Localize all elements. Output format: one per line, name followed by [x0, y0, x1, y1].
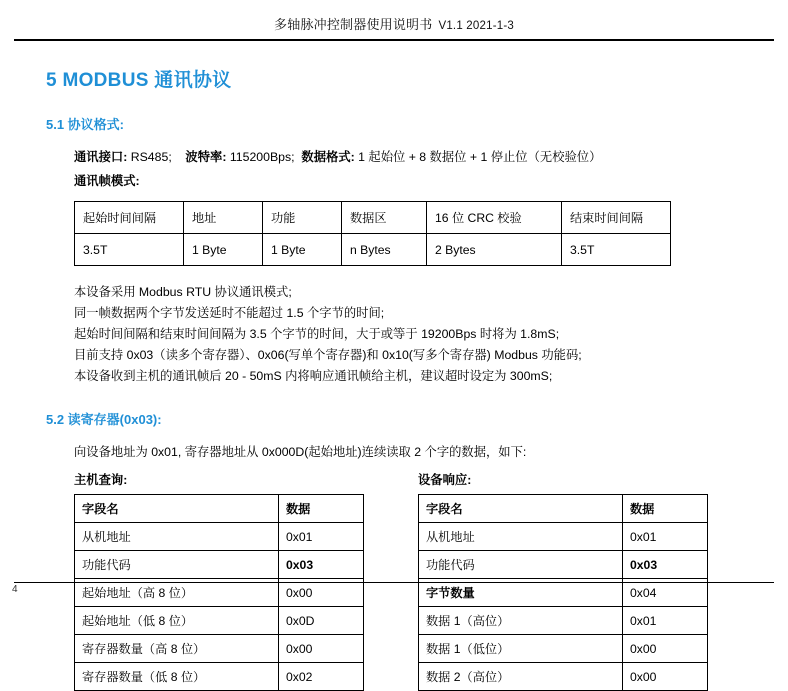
heading-5-1: 5.1 协议格式:: [46, 117, 125, 132]
frame-header-0: 起始时间间隔: [75, 202, 184, 234]
response-field-5: 数据 2（高位）: [419, 663, 623, 691]
query-header-data: 数据: [279, 495, 364, 523]
response-field-2: 字节数量: [419, 579, 623, 607]
query-field-1: 功能代码: [75, 551, 279, 579]
note-line-0: 本设备采用 Modbus RTU 协议通讯模式;: [74, 285, 292, 299]
response-table-caption: 设备响应:: [418, 473, 472, 487]
frame-header-2: 功能: [263, 202, 342, 234]
frame-value-5: 3.5T: [562, 234, 671, 266]
query-value-0: 0x01: [279, 523, 364, 551]
query-header-field: 字段名: [75, 495, 279, 523]
note-line-2: 起始时间间隔和结束时间间隔为 3.5 个字节的时间，大于或等于 19200Bps 时将为 1.8mS;: [74, 327, 560, 341]
query-field-3: 起始地址（低 8 位）: [75, 607, 279, 635]
table-row: [419, 523, 708, 551]
note-line-4: 本设备收到主机的通讯帧后 20 - 50mS 内将响应通讯帧给主机，建议超时设定为 300mS;: [74, 369, 553, 383]
query-value-5: 0x02: [279, 663, 364, 691]
response-table-wrapper: [418, 470, 708, 691]
query-value-3: 0x0D: [279, 607, 364, 635]
page-number: 4: [12, 584, 18, 595]
query-field-4: 寄存器数量（高 8 位）: [75, 635, 279, 663]
table-row: [419, 635, 708, 663]
dataformat-value: 1 起始位 + 8 数据位 + 1 停止位（无校验位）: [358, 150, 602, 164]
query-value-4: 0x00: [279, 635, 364, 663]
frame-value-0: 3.5T: [75, 234, 184, 266]
frame-value-3: n Bytes: [342, 234, 427, 266]
frame-mode-label: 通讯帧模式:: [74, 174, 140, 188]
baudrate-label: 波特率:: [185, 150, 227, 164]
table-row: [75, 202, 671, 234]
frame-value-1: 1 Byte: [184, 234, 263, 266]
query-value-1: 0x03: [279, 551, 364, 579]
response-value-0: 0x01: [623, 523, 708, 551]
response-value-4: 0x00: [623, 635, 708, 663]
response-header-field: 字段名: [419, 495, 623, 523]
document-header: [0, 0, 788, 33]
frame-header-5: 结束时间间隔: [562, 202, 671, 234]
frame-header-1: 地址: [184, 202, 263, 234]
document-title: 多轴脉冲控制器使用说明书: [274, 17, 433, 32]
response-value-5: 0x00: [623, 663, 708, 691]
table-row: [75, 551, 364, 579]
table-row: [419, 663, 708, 691]
note-line-1: 同一帧数据两个字节发送延时不能超过 1.5 个字节的时间;: [74, 306, 385, 320]
response-header-data: 数据: [623, 495, 708, 523]
response-field-0: 从机地址: [419, 523, 623, 551]
table-row: [75, 234, 671, 266]
protocol-notes: [74, 282, 748, 387]
response-field-1: 功能代码: [419, 551, 623, 579]
query-field-0: 从机地址: [75, 523, 279, 551]
query-value-2: 0x00: [279, 579, 364, 607]
document-content: [0, 65, 788, 691]
table-row: [75, 635, 364, 663]
table-row: [75, 607, 364, 635]
response-table: [418, 494, 708, 691]
header-divider: [14, 39, 774, 41]
frame-header-4: 16 位 CRC 校验: [427, 202, 562, 234]
frame-value-4: 2 Bytes: [427, 234, 562, 266]
query-table: [74, 494, 364, 691]
query-field-5: 寄存器数量（低 8 位）: [75, 663, 279, 691]
response-value-1: 0x03: [623, 551, 708, 579]
interface-value: RS485;: [130, 150, 172, 164]
response-value-3: 0x01: [623, 607, 708, 635]
register-tables: [74, 470, 748, 691]
table-header-row: [419, 495, 708, 523]
dataformat-label: 数据格式:: [301, 150, 355, 164]
query-table-wrapper: [74, 470, 364, 691]
frame-value-2: 1 Byte: [263, 234, 342, 266]
response-value-2: 0x04: [623, 579, 708, 607]
response-field-4: 数据 1（低位）: [419, 635, 623, 663]
interface-label: 通讯接口:: [74, 150, 128, 164]
protocol-interface-line: [74, 147, 748, 167]
query-table-caption: 主机查询:: [74, 473, 128, 487]
note-line-3: 目前支持 0x03（读多个寄存器）、0x06(写单个寄存器)和 0x10(写多个寄存器) Modbus 功能码;: [74, 348, 582, 362]
frame-header-3: 数据区: [342, 202, 427, 234]
query-field-2: 起始地址（高 8 位）: [75, 579, 279, 607]
page-title: 5 MODBUS 通讯协议: [46, 70, 232, 91]
baudrate-value: 115200Bps;: [229, 150, 295, 164]
document-version: V1.1 2021-1-3: [438, 20, 514, 32]
footer-divider: [14, 582, 774, 583]
table-row: [75, 523, 364, 551]
table-header-row: [75, 495, 364, 523]
heading-5-2: 5.2 读寄存器(0x03):: [46, 412, 162, 427]
table-row: [419, 551, 708, 579]
table-row: [419, 607, 708, 635]
frame-format-table: [74, 201, 671, 266]
response-field-3: 数据 1（高位）: [419, 607, 623, 635]
table-row: [75, 663, 364, 691]
read-register-description: 向设备地址为 0x01, 寄存器地址从 0x000D(起始地址)连续读取 2 个字的数据，如下:: [74, 445, 527, 459]
